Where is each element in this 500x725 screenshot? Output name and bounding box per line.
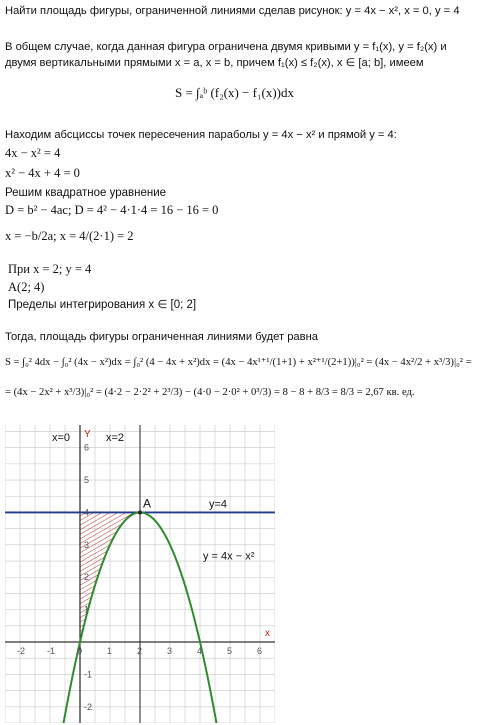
y-tick-label: -2 [84,701,93,712]
y-tick-label: 4 [84,507,90,518]
intersection-heading: Находим абсциссы точек пересечения параболы y = 4x − x² и прямой y = 4: [5,129,397,141]
x-tick-label: 2 [137,646,143,657]
general-case-line-2: двумя вертикальными прямыми x = a, x = b, причем f₁(x) ≤ f₂(x), x ∈ [a; b], имеем [5,57,424,69]
x-tick-label: 1 [107,646,113,657]
limits-line: Пределы интегрирования x ∈ [0; 2] [8,299,197,311]
parabola-chart [5,425,275,723]
equation-2: x² − 4x + 4 = 0 [5,166,80,180]
x-tick-label: -1 [47,646,56,657]
label-parabola: y = 4x − x² [203,550,255,563]
task-statement: Найти площадь фигуры, ограниченной линиями сделав рисунок: y = 4x − x², x = 0, y = 4 [5,5,460,17]
point-a-line: A(2; 4) [8,280,45,294]
label-y-axis: Y [84,429,91,440]
y-tick-label: 1 [84,604,90,615]
x-tick-label: 5 [227,646,233,657]
x-tick-label: 0 [77,646,83,657]
discriminant-line: D = b² − 4ac; D = 4² − 4·1·4 = 16 − 16 = 0 [5,203,219,217]
label-x-axis: x [265,628,270,640]
y-tick-label: 6 [84,442,90,453]
label-y4: y=4 [209,498,228,511]
calculation-line-2: = (4x − 2x² + x³/3)|₀² = (4·2 − 2·2² + 2³/3) − (4·0 − 2·0² + 0³/3) = 8 − 8 + 8/3 = 8/3 = 2,67 кв. ед. [5,387,415,398]
label-x0: x=0 [52,432,71,444]
general-case-line-1: В общем случае, когда данная фигура ограничена двумя кривыми y = f₁(x), y = f₂(x) и [5,41,447,53]
y-tick-label: -1 [84,669,93,680]
x-tick-label: 4 [197,646,203,657]
x-tick-label: -2 [17,646,26,657]
x-tick-label: 3 [167,646,173,657]
point-a-marker [138,510,142,514]
label-x2: x=2 [106,432,125,444]
chart-lines [5,425,275,723]
then-line: Тогда, площадь фигуры ограниченная линиями будет равна [5,331,318,343]
root-line: x = −b/2a; x = 4/(2·1) = 2 [5,229,134,243]
equation-1: 4x − x² = 4 [5,146,61,160]
general-area-formula: S = ∫ₐᵇ (f₂(x) − f₁(x))dx [175,85,294,100]
y-tick-label: 3 [84,539,90,550]
calculation-line-1: S = ∫₀² 4dx − ∫₀² (4x − x²)dx = ∫₀² (4 − 4x + x²)dx = (4x − 4x¹⁺¹/(1+1) + x²⁺¹/(2+1))|₀² = (4x − 4x²/2 + x³/3)|₀² = [5,357,472,368]
y-tick-label: 5 [84,475,90,486]
at-x2-line: При x = 2; y = 4 [8,262,92,276]
y-tick-label: 2 [84,572,90,583]
label-point-a: A [143,496,152,511]
x-tick-label: 6 [257,646,263,657]
solve-label: Решим квадратное уравнение [5,187,167,199]
